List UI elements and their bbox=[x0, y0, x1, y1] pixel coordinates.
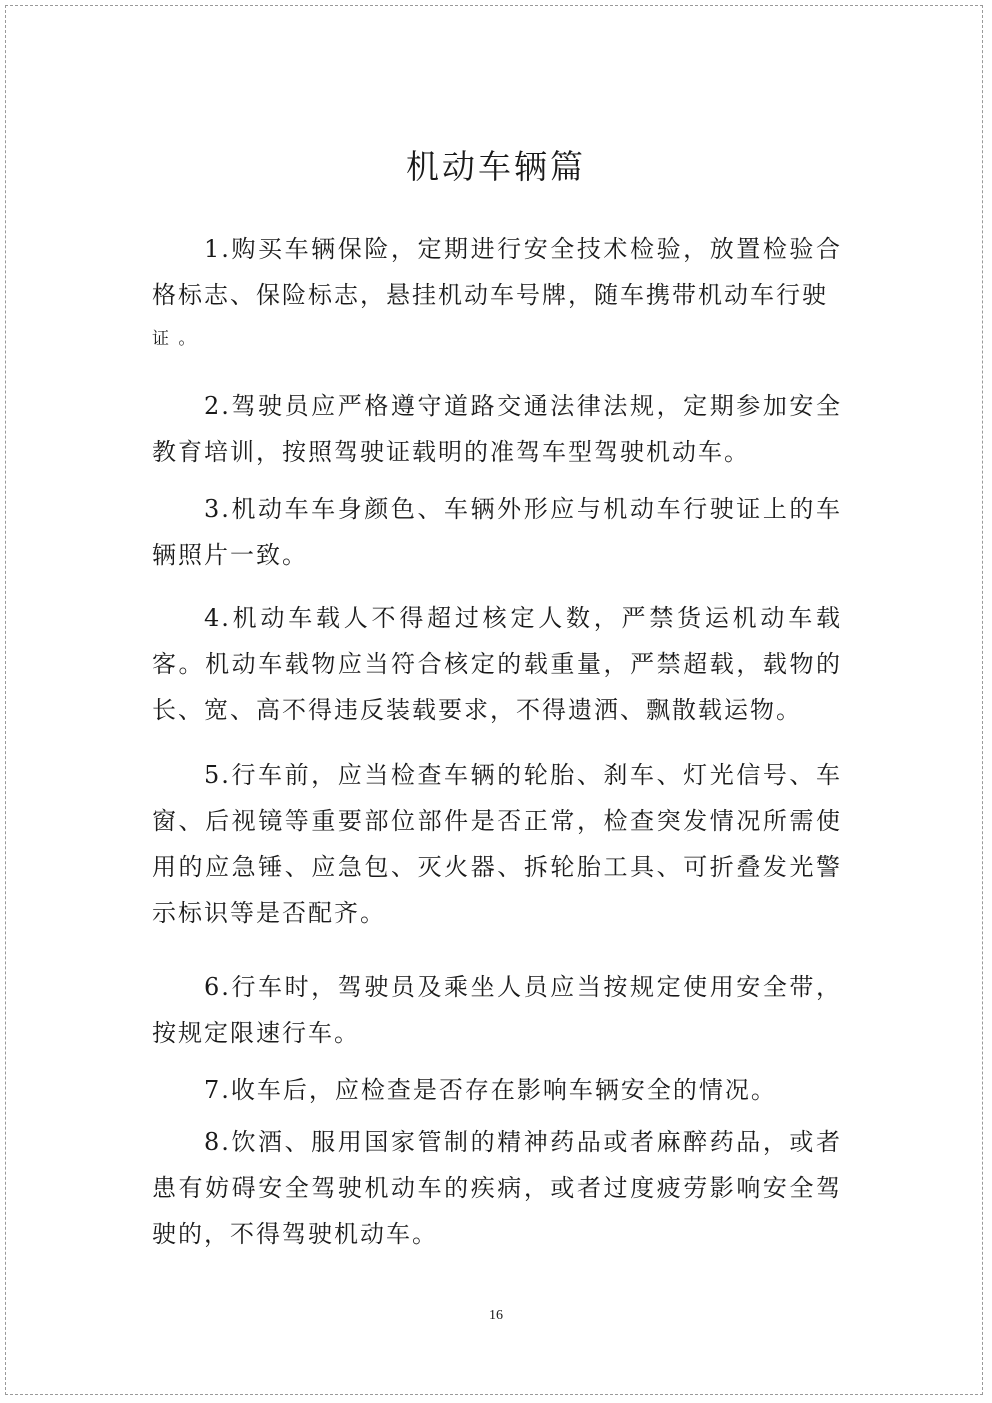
paragraph-text: 8.饮酒、服用国家管制的精神药品或者麻醉药品，或者患有妨碍安全驾驶机动车的疾病，或者过度疲劳影响安全驾驶的，不得驾驶机动车。 bbox=[152, 1128, 842, 1248]
paragraph-text: 3.机动车车身颜色、车辆外形应与机动车行驶证上的车辆照片一致。 bbox=[152, 495, 842, 569]
paragraph-text: 6.行车时，驾驶员及乘坐人员应当按规定使用安全带，按规定限速行车。 bbox=[152, 973, 842, 1047]
paragraph-4 bbox=[152, 595, 842, 733]
page-title: 机动车辆篇 bbox=[406, 147, 586, 187]
paragraph-1 bbox=[152, 226, 842, 360]
page-number: 16 bbox=[489, 1308, 503, 1323]
paragraph-tail: 证 。 bbox=[152, 329, 198, 349]
paragraph-text: 2.驾驶员应严格遵守道路交通法律法规，定期参加安全教育培训，按照驾驶证载明的准驾车型驾驶机动车。 bbox=[152, 392, 842, 466]
paragraph-text: 1.购买车辆保险，定期进行安全技术检验，放置检验合格标志、保险标志，悬挂机动车号牌，随车携带机动车行驶 bbox=[152, 235, 842, 309]
paragraph-text: 5.行车前，应当检查车辆的轮胎、刹车、灯光信号、车窗、后视镜等重要部位部件是否正常，检查突发情况所需使用的应急锤、应急包、灭火器、拆轮胎工具、可折叠发光警示标识等是否配齐。 bbox=[152, 761, 842, 927]
paragraph-3 bbox=[152, 486, 842, 578]
paragraph-5 bbox=[152, 752, 842, 936]
paragraph-text: 4.机动车载人不得超过核定人数，严禁货运机动车载客。机动车载物应当符合核定的载重量，严禁超载，载物的长、宽、高不得违反装载要求，不得遗洒、飘散载运物。 bbox=[152, 604, 842, 724]
paragraph-7 bbox=[152, 1067, 842, 1113]
paragraph-text: 7.收车后，应检查是否存在影响车辆安全的情况。 bbox=[204, 1076, 777, 1104]
paragraph-6 bbox=[152, 964, 842, 1056]
paragraph-2 bbox=[152, 383, 842, 475]
paragraph-8 bbox=[152, 1119, 842, 1257]
